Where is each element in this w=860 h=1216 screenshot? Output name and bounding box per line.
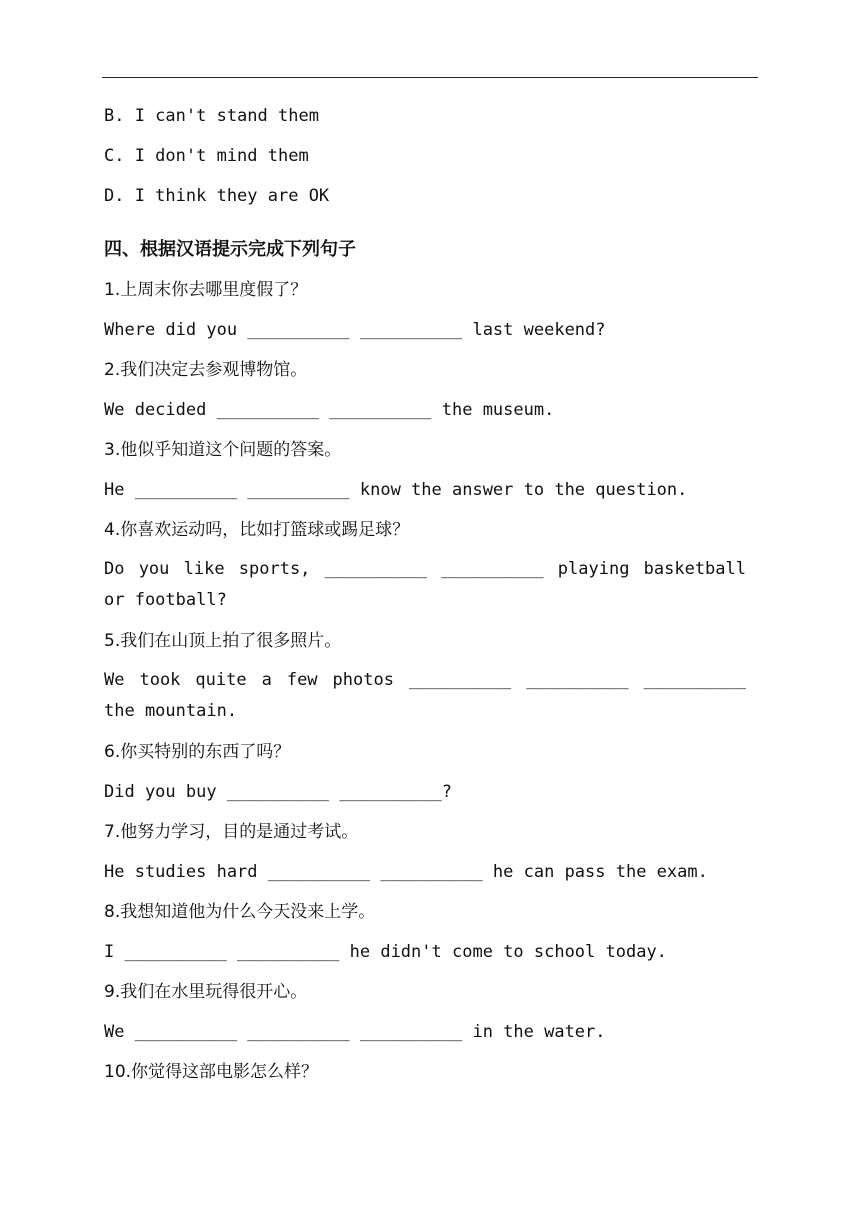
worksheet-content <box>104 96 757 1092</box>
item-2-prompt: 2.我们决定去参观博物馆。 <box>104 360 308 380</box>
option-b: B. I can't stand them <box>104 106 319 126</box>
item-1-prompt: 1.上周末你去哪里度假了？ <box>104 280 308 300</box>
option-c: C. I don't mind them <box>104 146 309 166</box>
item-8-answer: I __________ __________ he didn't come to school today. <box>104 942 667 962</box>
item-5-answer: We took quite a few photos __________ __________ __________ the mountain. <box>104 670 757 721</box>
item-6-prompt: 6.你买特别的东西了吗？ <box>104 742 291 762</box>
section-heading: 四、根据汉语提示完成下列句子 <box>104 239 356 260</box>
item-4-prompt: 4.你喜欢运动吗，比如打篮球或踢足球？ <box>104 520 410 540</box>
item-7-prompt: 7.他努力学习，目的是通过考试。 <box>104 822 359 842</box>
item-2-answer: We decided __________ __________ the museum. <box>104 400 555 420</box>
item-4-answer: Do you like sports, __________ __________ playing basketball or football? <box>104 559 757 610</box>
item-8-prompt: 8.我想知道他为什么今天没来上学。 <box>104 902 376 922</box>
item-9-prompt: 9.我们在水里玩得很开心。 <box>104 982 308 1002</box>
option-d: D. I think they are OK <box>104 186 330 206</box>
item-1-answer: Where did you __________ __________ last weekend? <box>104 320 606 340</box>
item-10-prompt: 10.你觉得这部电影怎么样？ <box>104 1062 319 1082</box>
item-7-answer: He studies hard __________ __________ he can pass the exam. <box>104 862 708 882</box>
header-rule <box>102 77 758 78</box>
item-3-answer: He __________ __________ know the answer to the question. <box>104 480 688 500</box>
item-6-answer: Did you buy __________ __________? <box>104 782 452 802</box>
item-5-prompt: 5.我们在山顶上拍了很多照片。 <box>104 631 342 651</box>
item-9-answer: We __________ __________ __________ in the water. <box>104 1022 606 1042</box>
item-3-prompt: 3.他似乎知道这个问题的答案。 <box>104 440 342 460</box>
